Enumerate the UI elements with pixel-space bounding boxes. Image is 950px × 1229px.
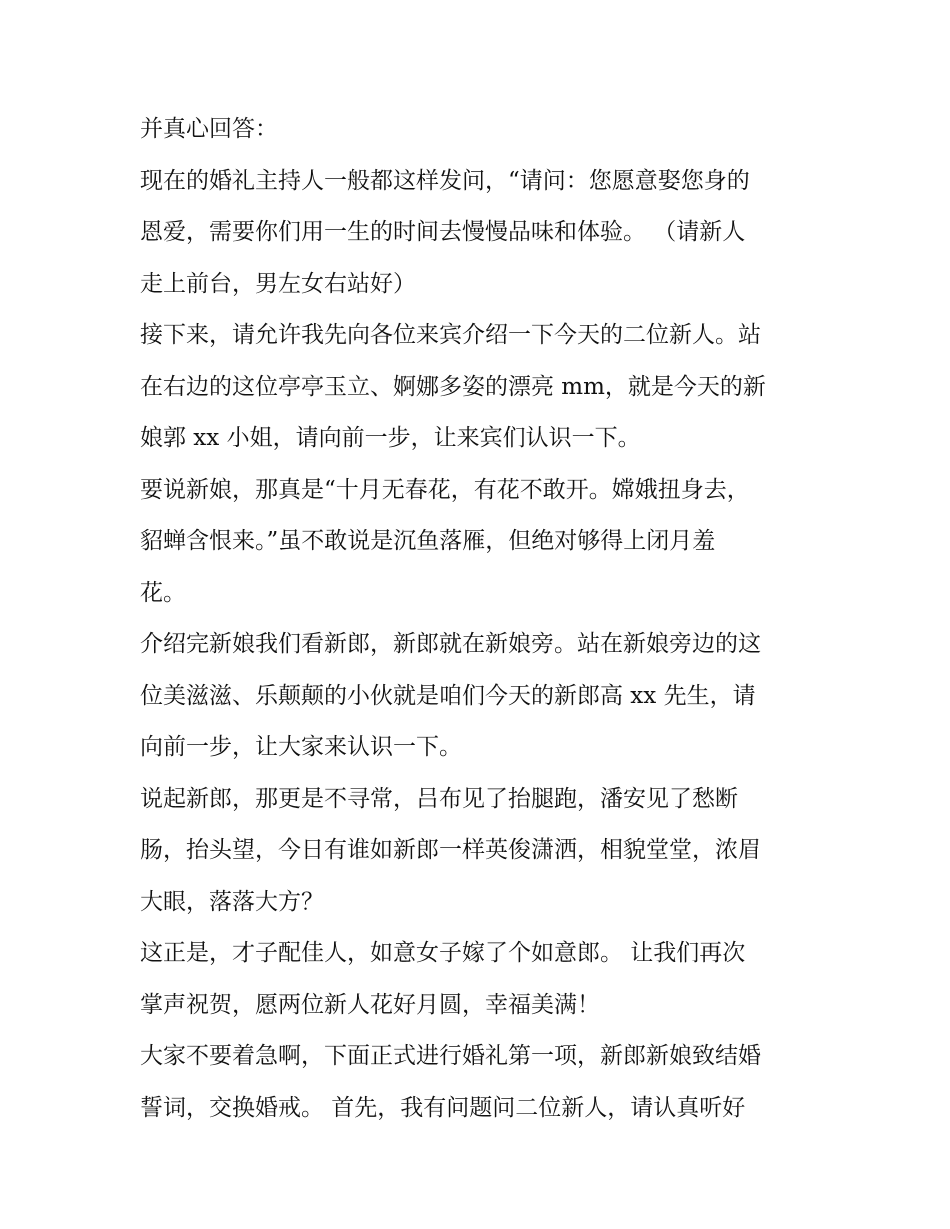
text-line: 位美滋滋、乐颠颠的小伙就是咱们今天的新郎高 xx 先生，请 (140, 682, 756, 709)
text-line: 这正是，才子配佳人，如意女子嫁了个如意郎。 让我们再次 (140, 940, 746, 966)
text-line: 现在的婚礼主持人一般都这样发问，“请问：您愿意娶您身的 (140, 167, 750, 194)
text-line: 掌声祝贺，愿两位新人花好月圆，幸福美满！ (140, 991, 600, 1018)
text-line: 介绍完新娘我们看新郎，新郎就在新娘旁。站在新娘旁边的这 (140, 631, 761, 657)
text-line: 说起新郎，那更是不寻常，吕布见了抬腿跑，潘安见了愁断 (140, 785, 738, 812)
text-line: 娘郭 xx 小姐，请向前一步，让来宾们认识一下。 (140, 425, 641, 451)
text-line: 接下来，请允许我先向各位来宾介绍一下今天的二位新人。站 (140, 322, 761, 348)
text-line: 誓词，交换婚戒。 首先，我有问题问二位新人，请认真听好 (140, 1094, 746, 1121)
text-line: 并真心回答： (140, 116, 278, 142)
text-line: 走上前台，男左女右站好） (140, 270, 416, 297)
text-line: 肠，抬头望，今日有谁如新郎一样英俊潇洒，相貌堂堂，浓眉 (140, 837, 761, 863)
text-line: 恩爱，需要你们用一生的时间去慢慢品味和体验。 （请新人 (140, 219, 746, 245)
text-line: 要说新娘，那真是“十月无春花，有花不敢开。嫦娥扭身去， (140, 476, 750, 503)
text-line: 花。 (140, 579, 186, 606)
text-line: 向前一步，让大家来认识一下。 (140, 734, 462, 760)
text-line: 貂蝉含恨来。”虽不敢说是沉鱼落雁，但绝对够得上闭月羞 (140, 528, 716, 554)
text-line: 大家不要着急啊，下面正式进行婚礼第一项，新郎新娘致结婚 (140, 1043, 761, 1069)
document-body (140, 104, 820, 1134)
text-line: 大眼，落落大方？ (140, 888, 324, 915)
text-line: 在右边的这位亭亭玉立、婀娜多姿的漂亮 mm，就是今天的新 (140, 373, 766, 400)
